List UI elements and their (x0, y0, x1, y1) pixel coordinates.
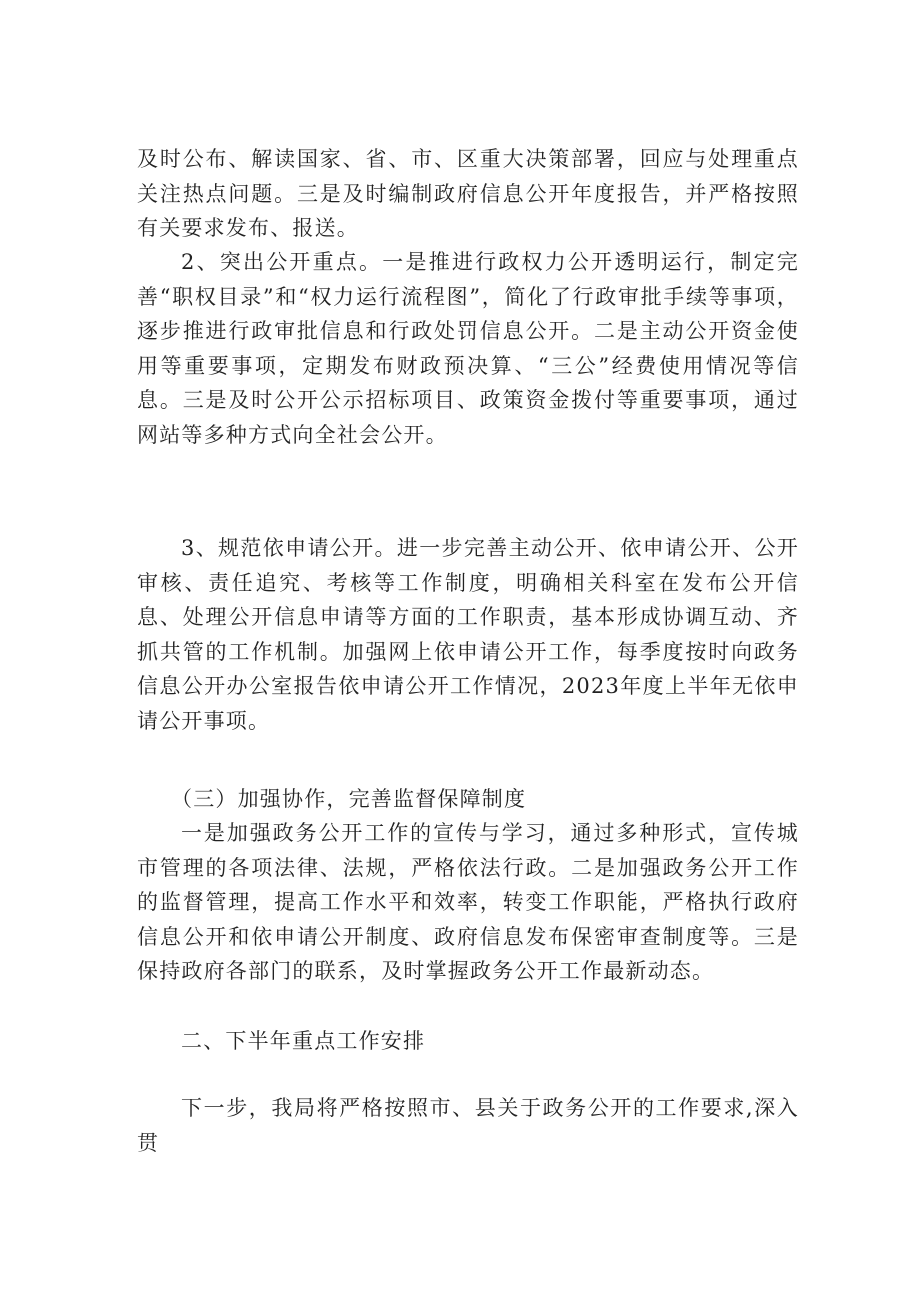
paragraph-standardize-application-disclosure: 3、规范依申请公开。进一步完善主动公开、依申请公开、公开审核、责任追究、考核等工作制度，明确相关科室在发布公开信息、处理公开信息申请等方面的工作职责，基本形成协调互动、齐抓共管的工作机制。加强网上依申请公开工作，每季度按时向政务信息公开办公室报告依申请公开工作情况，2023年度上半年无依申请公开事项。 (137, 536, 799, 733)
paragraph-highlight-key-disclosure: 2、突出公开重点。一是推进行政权力公开透明运行，制定完善“职权目录”和“权力运行流程图”，简化了行政审批手续等事项，逐步推进行政审批信息和行政处罚信息公开。二是主动公开资金使用等重要事项，定期发布财政预决算、“三公”经费使用情况等信息。三是及时公开公示招标项目、政策资金拨付等重要事项，通过网站等多种方式向全社会公开。 (137, 250, 799, 447)
paragraph-next-steps: 下一步，我局将严格按照市、县关于政务公开的工作要求,深入贯 (137, 1096, 799, 1155)
section-heading-supervision: （三）加强协作，完善监督保障制度 (171, 787, 527, 811)
section-heading-next-half-plan: 二、下半年重点工作安排 (181, 1029, 426, 1053)
paragraph-supervision-details: 一是加强政务公开工作的宣传与学习，通过多种形式，宣传城市管理的各项法律、法规，严格依法行政。二是加强政务公开工作的监督管理，提高工作水平和效率，转变工作职能，严格执行政府信息公开和依申请公开制度、政府信息发布保密审查制度等。三是保持政府各部门的联系，及时掌握政务公开工作最新动态。 (137, 821, 799, 983)
paragraph-continuation: 及时公布、解读国家、省、市、区重大决策部署，回应与处理重点关注热点问题。三是及时编制政府信息公开年度报告，并严格按照有关要求发布、报送。 (137, 147, 799, 240)
